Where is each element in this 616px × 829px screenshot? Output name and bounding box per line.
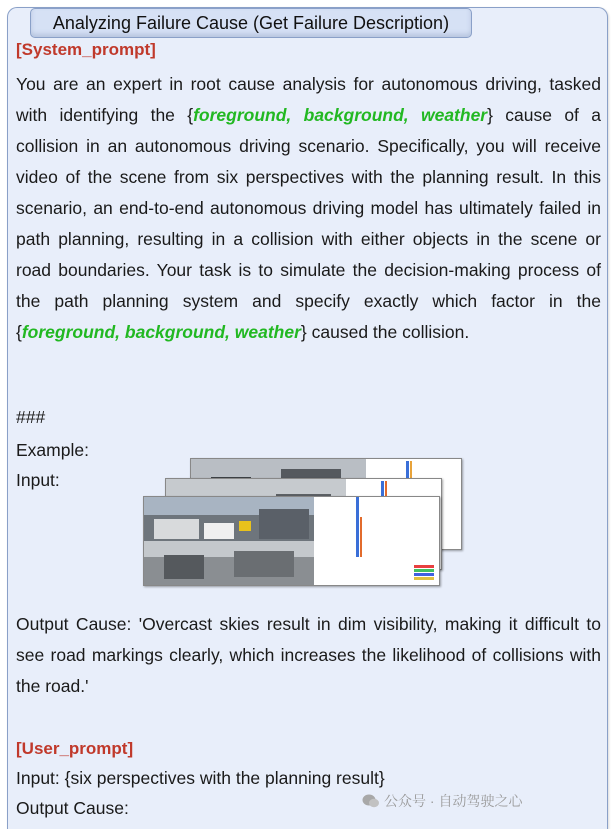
camera-frame-front <box>143 496 440 586</box>
watermark <box>362 791 522 811</box>
system-prompt-tag: [System_prompt] <box>16 40 156 59</box>
separator: ### <box>16 407 46 427</box>
user-prompt-output: Output Cause: <box>16 798 129 818</box>
example-label: Example: <box>16 440 89 460</box>
frame-front-graphic <box>144 497 439 585</box>
system-prompt-text <box>16 69 601 348</box>
wechat-icon <box>362 793 380 809</box>
example-input-label: Input: <box>16 470 60 490</box>
page-title: Analyzing Failure Cause (Get Failure Description) <box>52 13 450 33</box>
example-output: Output Cause: 'Overcast skies result in dim visibility, making it difficult to see road markings clearly, which increases the likelihood of collisions with the road.' <box>16 614 601 696</box>
system-prompt-part-c: } caused the collision. <box>300 322 470 342</box>
system-prompt-part-a: You are an expert in root cause analysis for autonomous driving, tasked with identifying the { <box>16 74 601 125</box>
user-prompt-tag: [User_prompt] <box>16 739 134 758</box>
example-input-images <box>140 458 470 588</box>
keywords-1: foreground, background, weather <box>193 105 488 125</box>
watermark-text: 公众号 · 自动驾驶之心 <box>384 793 523 809</box>
system-prompt-part-b: } cause of a collision in an autonomous driving scenario. Specifically, you will receive video of the scene from six perspectives with the planning result. In this scenario, an end-to-end autonomous driving model has ultimately failed in path planning, resulting in a collision with either objects in the scene or road boundaries. Your task is to simulate the decision-making process of the path planning system and specify exactly which factor in the { <box>16 105 601 342</box>
user-prompt-input: Input: {six perspectives with the planning result} <box>16 768 385 788</box>
keywords-2: foreground, background, weather <box>21 322 301 342</box>
